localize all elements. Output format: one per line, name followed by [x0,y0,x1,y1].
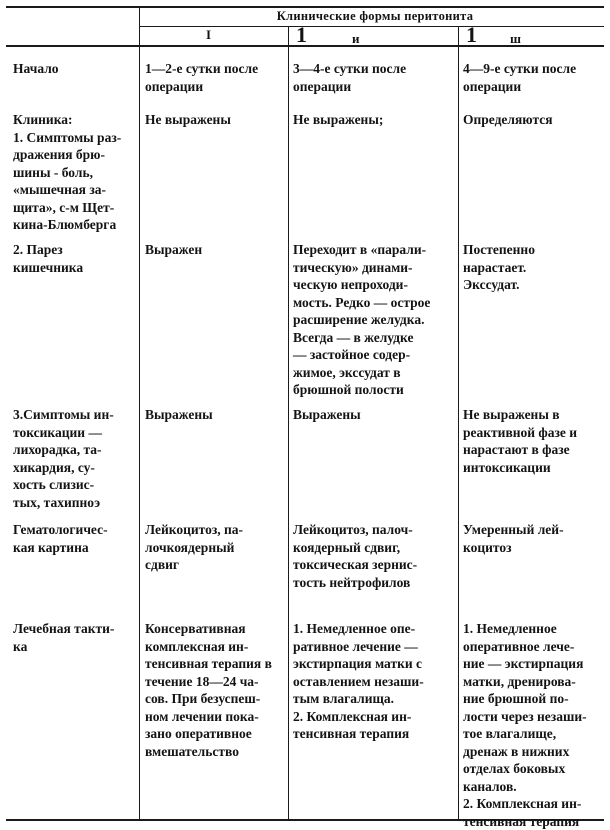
row-treatment-label: Лечебная такти- ка [13,621,115,654]
row-clinic-form3: Определяются [463,112,553,127]
header-col2-num: 1 [296,22,307,47]
row-paresis-form3: Постепенно нарастает. Экссудат. [463,242,535,292]
header-col1-num: I [206,27,212,42]
row-treatment-form3: 1. Немедленное оперативное лече- ние — экстирпация матки, дренирова- ние брюшной по- лости через незаши- тое влагалище, дренаж в нижних отделах боковых каналов. 2. Комплексная ин- тенсивная терапия [463,621,587,829]
header-col3-suffix: ш [510,31,521,46]
row-intoxication-label: 3.Симптомы ин- токсикации — лихорадка, та- хикардия, су- хость слизис- тых, тахипноэ [13,407,114,510]
row-paresis-form2: Переходит в «парали- тическую» динами- ческую непроходи- мость. Редко — острое расширение желудка. Всегда — в желудке — застойное содер- жимое, экссудат в брюшной полости [293,242,431,397]
row-paresis-form1: Выражен [145,242,203,257]
header-col3-num: 1 [466,22,477,47]
row-treatment-form2: 1. Немедленное опе- ративное лечение — экстирпация матки с оставлением незаши- тым влагалища. 2. Комплексная ин- тенсивная терапия [293,621,424,741]
row-onset-form3: 4—9-е сутки после операции [463,61,577,94]
row-hematology-form1: Лейкоцитоз, па- лочкоядерный сдвиг [145,522,244,572]
header-title: Клинические формы перитонита [276,9,474,23]
col-divider-1 [139,6,140,820]
header-col2-suffix: и [352,31,360,46]
row-intoxication-form2: Выражены [293,407,361,422]
row-hematology-form2: Лейкоцитоз, палоч- коядерный сдвиг, токсическая зернис- тость нейтрофилов [293,522,418,590]
row-clinic-form2: Не выражены; [293,112,384,127]
row-paresis-label: 2. Парез кишечника [13,242,84,275]
row-clinic-form1: Не выражены [145,112,231,127]
row-intoxication-form1: Выражены [145,407,213,422]
col-divider-3 [458,26,459,820]
row-clinic-label: Клиника: 1. Симптомы раз- дражения брю- шины - боль, «мышечная за- щита», с-м Щет- кина-Блюмберга [13,112,122,232]
row-onset-form1: 1—2-е сутки после операции [145,61,259,94]
row-treatment-form1: Консервативная комплексная ин- тенсивная терапия в течение 18—24 ча- сов. При безуспеш- ном лечении пока- зано оперативное вмешательство [145,621,272,759]
row-hematology-form3: Умеренный лей- коцитоз [463,522,564,555]
col-divider-2 [288,26,289,820]
row-intoxication-form3: Не выражены в реактивной фазе и нарастают в фазе интоксикации [463,407,578,475]
row-onset-label: Начало [13,61,59,76]
table-top-rule [6,6,604,8]
row-hematology-label: Гематологичес- кая картина [13,522,108,555]
row-onset-form2: 3—4-е сутки после операции [293,61,407,94]
